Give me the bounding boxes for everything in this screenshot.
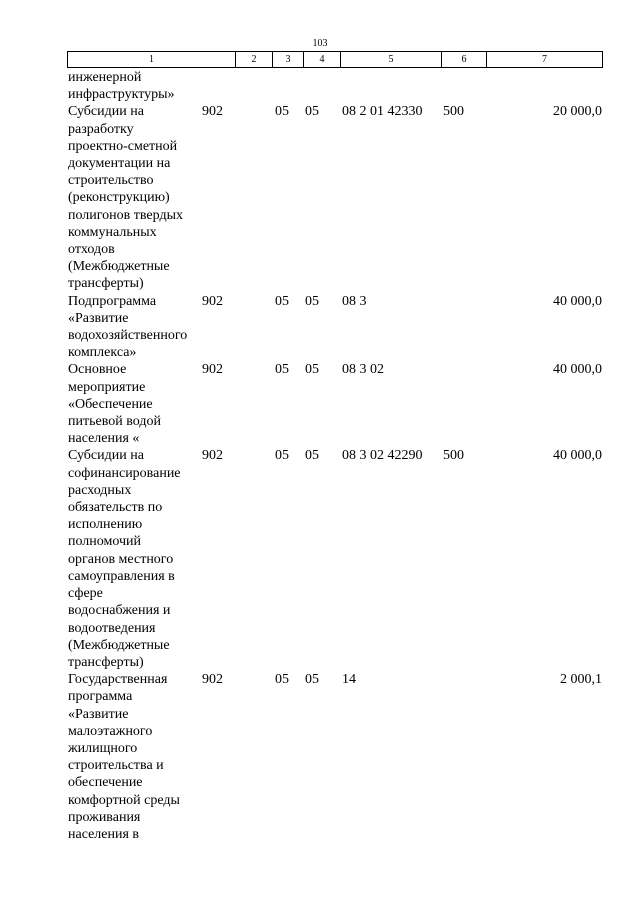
- row-name-cell: [68, 447, 202, 671]
- row-name-line: «Обеспечение: [68, 396, 153, 412]
- row-name-line: отходов: [68, 242, 115, 258]
- amount-cell: 40 000,0: [553, 448, 602, 464]
- page-number: 103: [312, 38, 328, 49]
- row-name-line: комфортной среды: [68, 792, 180, 808]
- ministry-code-cell: 902: [202, 104, 223, 120]
- row-name-line: самоуправления в: [68, 568, 175, 584]
- amount-cell: 40 000,0: [553, 362, 602, 378]
- row-name-line: софинансирование: [68, 465, 181, 481]
- row-name-line: (Межбюджетные: [68, 637, 170, 653]
- row-name-line: мероприятие: [68, 379, 146, 395]
- row-name-line: питьевой водой: [68, 414, 161, 430]
- subsection-cell: 05: [305, 448, 319, 464]
- table-row: [68, 671, 608, 843]
- header-column-1: 1: [68, 52, 236, 68]
- row-name-line: исполнению: [68, 517, 143, 533]
- row-name-line: населения в: [68, 826, 140, 842]
- amount-cell: 2 000,1: [560, 672, 602, 688]
- row-name-line: Подпрограмма: [68, 293, 157, 309]
- row-name-line: полномочий: [68, 534, 142, 550]
- header-column-4: 4: [304, 52, 341, 68]
- subsection-cell: 05: [305, 362, 319, 378]
- amount-cell: 20 000,0: [553, 104, 602, 120]
- row-name-line: «Развитие: [68, 706, 129, 722]
- row-name-line: населения «: [68, 431, 140, 447]
- table-row: [68, 293, 608, 362]
- row-name-line: сфере: [68, 586, 103, 602]
- section-cell: 05: [275, 448, 289, 464]
- row-name-line: органов местного: [68, 551, 174, 567]
- row-name-cell: [68, 671, 202, 843]
- target-article-cell: 08 3 02 42290: [342, 448, 423, 464]
- row-name-line: Государственная: [68, 672, 168, 688]
- table-row: [68, 103, 608, 292]
- expense-type-cell: 500: [443, 448, 464, 464]
- table-row: [68, 69, 608, 103]
- row-name-line: программа: [68, 689, 133, 705]
- row-name-line: трансферты): [68, 276, 144, 292]
- row-name-line: строительство: [68, 173, 154, 189]
- expense-type-cell: 500: [443, 104, 464, 120]
- column-number-header: [67, 51, 603, 68]
- ministry-code-cell: 902: [202, 448, 223, 464]
- row-name-line: Основное: [68, 362, 127, 378]
- row-name-line: водоотведения: [68, 620, 156, 636]
- row-name-line: обеспечение: [68, 775, 143, 791]
- row-name-line: трансферты): [68, 654, 144, 670]
- row-name-line: комплекса»: [68, 345, 137, 361]
- header-column-7: 7: [487, 52, 603, 68]
- row-name-line: инженерной: [68, 70, 142, 85]
- row-name-line: водохозяйственного: [68, 328, 188, 344]
- row-name-line: расходных: [68, 482, 132, 498]
- ministry-code-cell: 902: [202, 362, 223, 378]
- row-name-line: разработку: [68, 121, 134, 137]
- row-name-line: жилищного: [68, 740, 138, 756]
- ministry-code-cell: 902: [202, 293, 223, 309]
- row-name-cell: [68, 361, 202, 447]
- row-name-cell: [68, 103, 202, 292]
- row-name-line: малоэтажного: [68, 723, 153, 739]
- ministry-code-cell: 902: [202, 672, 223, 688]
- target-article-cell: 14: [342, 672, 356, 688]
- row-name-line: инфраструктуры»: [68, 87, 175, 103]
- row-name-line: коммунальных: [68, 224, 157, 240]
- row-name-line: проектно-сметной: [68, 138, 178, 154]
- row-name-line: «Развитие: [68, 310, 129, 326]
- header-column-3: 3: [273, 52, 304, 68]
- row-name-cell: [68, 69, 202, 103]
- row-name-line: (Межбюджетные: [68, 259, 170, 275]
- section-cell: 05: [275, 362, 289, 378]
- subsection-cell: 05: [305, 293, 319, 309]
- budget-table-body: [68, 69, 608, 843]
- header-column-6: 6: [442, 52, 487, 68]
- row-name-line: строительства и: [68, 758, 164, 774]
- row-name-line: полигонов твердых: [68, 207, 183, 223]
- row-name-line: (реконструкцию): [68, 190, 170, 206]
- target-article-cell: 08 2 01 42330: [342, 104, 423, 120]
- amount-cell: 40 000,0: [553, 293, 602, 309]
- row-name-cell: [68, 293, 202, 362]
- header-column-2: 2: [236, 52, 273, 68]
- subsection-cell: 05: [305, 672, 319, 688]
- target-article-cell: 08 3: [342, 293, 367, 309]
- table-row: [68, 447, 608, 671]
- row-name-line: обязательств по: [68, 500, 163, 516]
- section-cell: 05: [275, 293, 289, 309]
- subsection-cell: 05: [305, 104, 319, 120]
- row-name-line: водоснабжения и: [68, 603, 171, 619]
- header-column-5: 5: [341, 52, 442, 68]
- row-name-line: документации на: [68, 156, 171, 172]
- row-name-line: Субсидии на: [68, 448, 144, 464]
- section-cell: 05: [275, 672, 289, 688]
- row-name-line: проживания: [68, 809, 141, 825]
- row-name-line: Субсидии на: [68, 104, 144, 120]
- table-row: [68, 361, 608, 447]
- section-cell: 05: [275, 104, 289, 120]
- target-article-cell: 08 3 02: [342, 362, 384, 378]
